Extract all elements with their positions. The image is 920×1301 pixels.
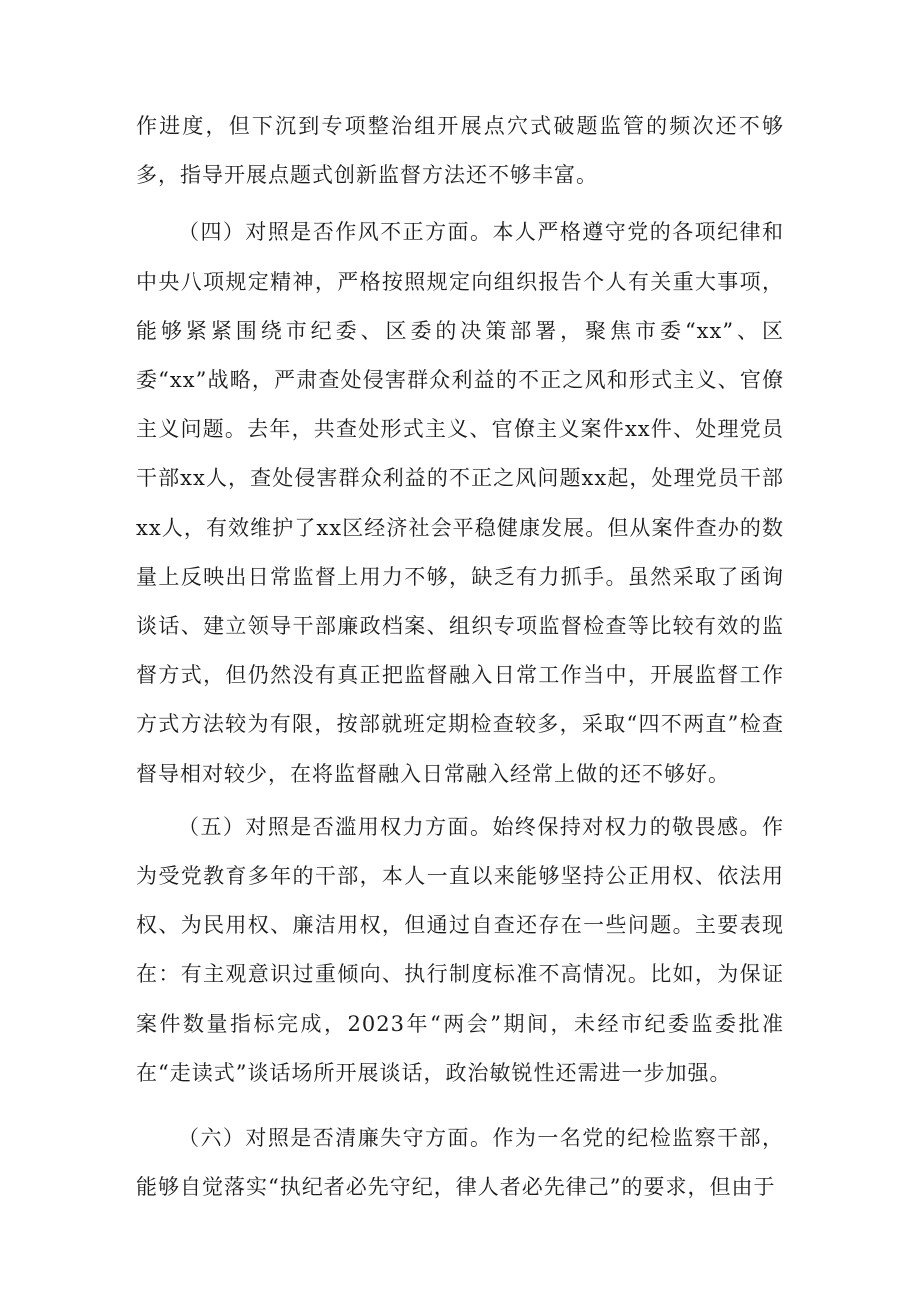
paragraph-work-progress: 作进度，但下沉到专项整治组开展点穴式破题监管的频次还不够多，指导开展点题式创新监督方法还不够丰富。 xyxy=(136,114,784,188)
paragraph-section-5-abuse-of-power: （五）对照是否滥用权力方面。始终保持对权力的敬畏感。作为受党教育多年的干部，本人一直以来能够坚持公正用权、依法用权、为民用权、廉洁用权，但通过自查还存在一些问题。主要表现在：有主观意识过重倾向、执行制度标准不高情况。比如，为保证案件数量指标完成，2023年“两会”期间，未经市纪委监委批准在“走读式”谈话场所开展谈话，政治敏锐性还需进一步加强。 xyxy=(136,814,784,1085)
paragraph-section-6-integrity: （六）对照是否清廉失守方面。作为一名党的纪检监察干部，能够自觉落实“执纪者必先守纪，律人者必先律己”的要求，但由于 xyxy=(136,1126,784,1200)
document-body xyxy=(136,102,784,1212)
paragraph-section-4-work-style: （四）对照是否作风不正方面。本人严格遵守党的各项纪律和中央八项规定精神，严格按照规定向组织报告个人有关重大事项，能够紧紧围绕市纪委、区委的决策部署，聚焦市委“xx”、区委“xx”战略，严肃查处侵害群众利益的不正之风和形式主义、官僚主义问题。去年，共查处形式主义、官僚主义案件xx件、处理党员干部xx人，查处侵害群众利益的不正之风问题xx起，处理党员干部xx人，有效维护了xx区经济社会平稳健康发展。但从案件查办的数量上反映出日常监督上用力不够，缺乏有力抓手。虽然采取了函询谈话、建立领导干部廉政档案、组织专项监督检查等比较有效的监督方式，但仍然没有真正把监督融入日常工作当中，开展监督工作方式方法较为有限，按部就班定期检查较多，采取“四不两直”检查督导相对较少，在将监督融入日常融入经常上做的还不够好。 xyxy=(136,220,784,786)
